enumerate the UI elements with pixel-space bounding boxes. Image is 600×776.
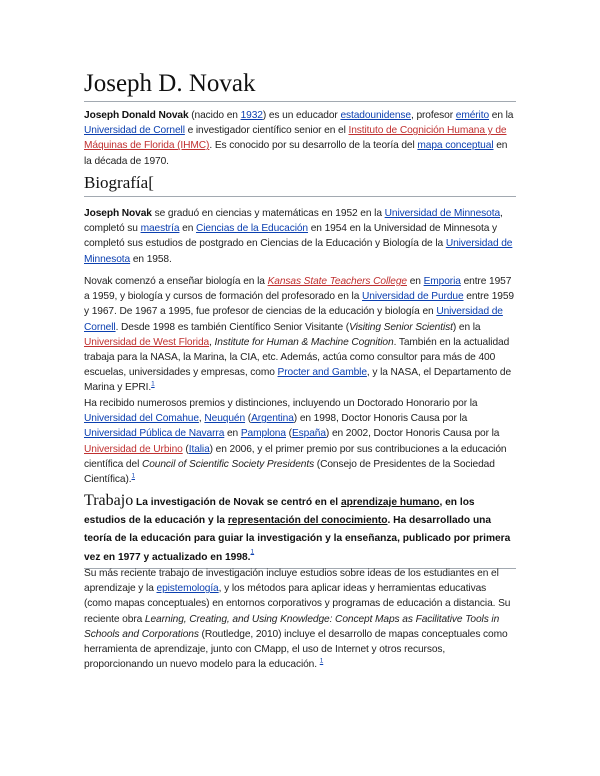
link-comahue[interactable]: Universidad del Comahue [84,413,199,425]
link-cornell[interactable]: Universidad de Cornell [84,125,185,137]
text: ) en 2006, y el primer premio por sus contribuciones a la educación científica del [84,443,507,470]
link-representacion[interactable]: representación del conocimiento [227,515,388,527]
text: ( [285,428,292,440]
text: en la década de 1970. [84,140,508,167]
text: , [209,336,215,348]
link-west-florida[interactable]: Universidad de West Florida [84,336,210,348]
intro-paragraph [84,108,516,169]
text: . Desde 1998 es también Científico Senior Visitante ( [115,321,350,333]
link-estadounidense[interactable]: estadounidense [340,110,411,121]
text: e investigador científico senior en el [184,125,349,137]
text: Ha recibido numerosos premios y distinciones, incluyendo un Doctorado Honorario por la [84,398,478,409]
text: entre 1957 a 1959, y biología y cursos de formación del profesorado en la [84,276,512,303]
link-emerito[interactable]: emérito [455,110,490,121]
text: entre 1959 y 1967. De 1967 a 1995, fue profesor de ciencias de la educación y biología en [84,291,514,318]
link-purdue[interactable]: Universidad de Purdue [362,291,464,303]
text: ) en la [452,321,481,333]
text: en la [489,110,514,121]
biografia-paragraph-3 [84,396,516,487]
link-neuquen[interactable]: Neuquén [204,413,246,425]
text: , profesor [410,110,456,121]
text-visiting-scientist: Visiting Senior Scientist [349,321,453,333]
link-procter[interactable]: Procter and Gamble [277,367,367,379]
page-title: Joseph D. Novak [84,68,516,102]
text: se graduó en ciencias y matemáticas en 1952 en la [151,208,385,219]
text: en [179,223,196,235]
text-book-title: Learning, Creating, and Using Knowledge: Concept Maps as Facilitative Tools in Schools and Corporations [84,613,500,640]
text: . También en la actualidad trabaja para la NASA, la Marina, la CIA, etc. Además, actúa como consultor para más de 400 escuelas, universidades y empresas, como [84,336,510,379]
biografia-paragraph-2 [84,274,516,396]
text: en 1954 en la Universidad de Minnesota y completó sus estudios de postgrado en Ciencias de la Educación y Biología de la [84,223,498,250]
link-maestria[interactable]: maestría [140,223,180,235]
text: . Ha desarrollado una teoría de la educación para guiar la investigación y la enseñanza, publicado por primera vez en 1977 y actualizado en 1998. [84,515,511,563]
link-pamplona[interactable]: Pamplona [240,428,286,440]
link-cornell-2[interactable]: Universidad de Cornell [84,306,503,333]
text-ihmc: Institute for Human & Machine Cognition [214,336,394,348]
reference-link[interactable]: 1 [131,472,136,480]
text-council: Council of Scientific Society Presidents [141,458,315,470]
text: , en los estudios de la educación y la [84,497,475,527]
text: Su más reciente trabajo de investigación incluye estudios sobre ideas de los estudiantes en el aprendizaje y la [84,568,499,595]
text: ) en 1998, Doctor Honoris Causa por la [293,413,468,425]
link-epistemologia[interactable]: epistemología [156,583,219,595]
link-italia[interactable]: Italia [188,443,210,455]
text: en [224,428,241,440]
text: (nacido en [188,110,241,121]
subject-name: Joseph Donald Novak [84,110,189,121]
section-trabajo [84,492,516,569]
text: en [407,276,424,287]
text: ( [245,413,252,425]
link-navarra[interactable]: Universidad Pública de Navarra [84,428,225,440]
subject-name: Joseph Novak [84,208,152,219]
link-minnesota-2[interactable]: Universidad de Minnesota [84,238,513,265]
link-minnesota[interactable]: Universidad de Minnesota [384,208,501,219]
biografia-paragraph-1 [84,206,516,267]
text: Novak comenzó a enseñar biología en la [84,276,268,287]
text: ( [182,443,189,455]
text: ) en 2002, Doctor Honoris Causa por la [325,428,500,440]
section-heading-trabajo: Trabajo [84,492,134,509]
text: , [198,413,205,425]
text: ) es un educador [262,110,341,121]
text: La investigación de Novak se centró en el [133,497,341,508]
reference-link[interactable]: 1 [319,657,324,665]
link-kansas[interactable]: Kansas State Teachers College [267,276,407,287]
text: , completó su [84,208,503,235]
trabajo-paragraph [84,566,516,672]
link-espana[interactable]: España [291,428,326,440]
link-argentina[interactable]: Argentina [251,413,294,425]
text: (Consejo de Presidentes de la Sociedad Científica). [84,458,495,486]
reference-link[interactable]: 1 [151,381,155,389]
text: , y los métodos para aplicar ideas y herramientas educativas (como mapas conceptuales) en entornos corporativos y programas de educación a distancia. Su reciente obra [84,583,511,625]
reference-link[interactable]: 1 [250,548,255,556]
section-heading-biografia: Biografía[ [84,172,516,197]
link-emporia[interactable]: Emporia [423,276,461,287]
text: en 1958. [130,253,172,265]
text: (Routledge, 2010) incluye el desarrollo de mapas conceptuales como herramienta de aprendizaje, junto con CMapp, el uso de Internet y otros recursos, proporcionando un nuevo modelo para la educación. [84,628,508,671]
link-mapa-conceptual[interactable]: mapa conceptual [417,140,494,152]
text: , y la NASA, el Departamento de Marina y EPRI. [84,367,512,394]
link-urbino[interactable]: Universidad de Urbino [84,443,183,455]
link-ihmc[interactable]: Instituto de Cognición Humana y de Máquinas de Florida (IHMC) [84,125,507,152]
link-aprendizaje-humano[interactable]: aprendizaje humano [340,497,440,508]
text: . Es conocido por su desarrollo de la teoría del [209,140,418,152]
link-1932[interactable]: 1932 [240,110,263,121]
link-ciencias-educacion[interactable]: Ciencias de la Educación [196,223,308,235]
